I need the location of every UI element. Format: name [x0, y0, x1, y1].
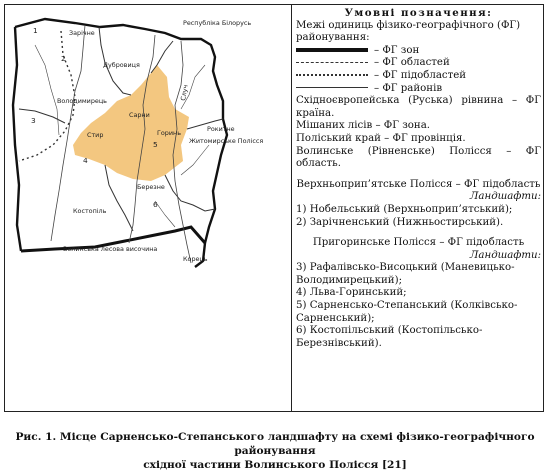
- subregion-1-item-1: 1) Нобельський (Верхньоприп’ятський);: [296, 203, 513, 215]
- label-zhytomyr-polissia: Житомирське Полісся: [189, 137, 264, 145]
- label-zarichne: Зарічне: [69, 29, 95, 37]
- region-number-5: 5: [153, 140, 158, 149]
- legend-row-rayon: [296, 83, 541, 96]
- label-river-horyn: Горинь: [157, 129, 181, 137]
- label-belarus: Республіка Білорусь: [183, 19, 252, 27]
- zone-boundary-symbol: [296, 48, 368, 52]
- landscape-boundary-d: [165, 175, 215, 211]
- oblast-boundary-symbol: [296, 62, 368, 63]
- legend-label-oblast: – ФГ областей: [374, 57, 450, 69]
- subregion-1-title: Верхньоприп’ятське Полісся – ФГ підобласть: [296, 178, 541, 190]
- podoblast-boundary-symbol: [296, 74, 368, 76]
- subregion-1-item-2: 2) Зарічненський (Нижньостирський).: [296, 216, 504, 228]
- legend-row-podoblast: [296, 70, 541, 83]
- legend-row-oblast: [296, 57, 541, 70]
- legend-label-rayon: – ФГ районів: [374, 82, 443, 94]
- label-sarny: Сарни: [129, 111, 150, 119]
- map-panel: [5, 5, 292, 411]
- river-tributary-1: [35, 45, 59, 135]
- hierarchy-country: Східноєвропейська (Руська) рівнина – ФГ країна.: [296, 95, 541, 119]
- legend-label-zone: – ФГ зон: [374, 44, 420, 56]
- hierarchy-province: Поліський край – ФГ провінція.: [296, 132, 466, 144]
- figure-frame: [4, 4, 544, 412]
- caption-line-1: Рис. 1. Місце Сарненсько-Степанського ландшафту на схемі фізико-географічного районування: [15, 431, 535, 457]
- river-tributary-4: [155, 201, 175, 227]
- legend-row-zone: [296, 45, 541, 58]
- figure-caption: [0, 430, 550, 472]
- region-number-1: 1: [33, 26, 38, 35]
- subregion-2-item-4: 4) Льва-Горинський;: [296, 287, 407, 299]
- left-boundary: [13, 27, 21, 251]
- region-number-2: 2: [61, 54, 66, 63]
- hierarchy-zone: Мішаних лісів – ФГ зона.: [296, 120, 431, 132]
- subregion-2-item-3: 3) Рафалівсько-Висоцький (Маневицько-Володимирецький);: [296, 262, 515, 286]
- subregion-1-landscapes-label: Ландшафти:: [469, 191, 541, 203]
- label-river-sluch: Случ: [179, 84, 190, 102]
- label-rokytne: Рокитне: [207, 125, 235, 133]
- label-river-styr: Стир: [87, 131, 104, 139]
- rayon-boundary-symbol: [296, 87, 368, 88]
- label-korets: Корець: [183, 255, 208, 263]
- sarny-stepan-landscape-area: [73, 65, 189, 181]
- legend-label-podoblast: – ФГ підобластей: [374, 69, 467, 81]
- legend-panel: [296, 7, 541, 409]
- river-tributary-3: [181, 145, 209, 175]
- label-kostopil: Костопіль: [73, 207, 107, 215]
- caption-line-2: східної частини Волинського Полісся [21]: [143, 459, 407, 471]
- hierarchy-oblast: Волинське (Рівненське) Полісся – ФГ область.: [296, 145, 541, 170]
- region-number-6: 6: [153, 200, 158, 209]
- label-volyn-upland: Волинська лесова височина: [63, 245, 158, 253]
- label-berezne: Березне: [137, 183, 165, 191]
- subregion-2-landscapes-label: Ландшафти:: [469, 249, 541, 261]
- region-number-3: 3: [31, 116, 36, 125]
- region-number-4: 4: [83, 156, 88, 165]
- physiographic-map: [5, 5, 291, 411]
- legend-header: Межі одиниць фізико-географічного (ФГ) районування:: [296, 19, 521, 44]
- legend-title: Умовні позначення:: [344, 7, 493, 19]
- label-dubrovytsia: Дубровиця: [103, 61, 140, 69]
- subregion-2-item-6: 6) Костопільський (Костопільсько-Березнівський).: [296, 325, 483, 349]
- subregion-2-title: Пригоринське Полісся – ФГ підобласть: [312, 237, 525, 249]
- subregion-2-item-5: 5) Сарненсько-Степанський (Колківсько-Сарненський);: [296, 300, 518, 324]
- label-volodymyrets: Володимирець: [57, 97, 107, 105]
